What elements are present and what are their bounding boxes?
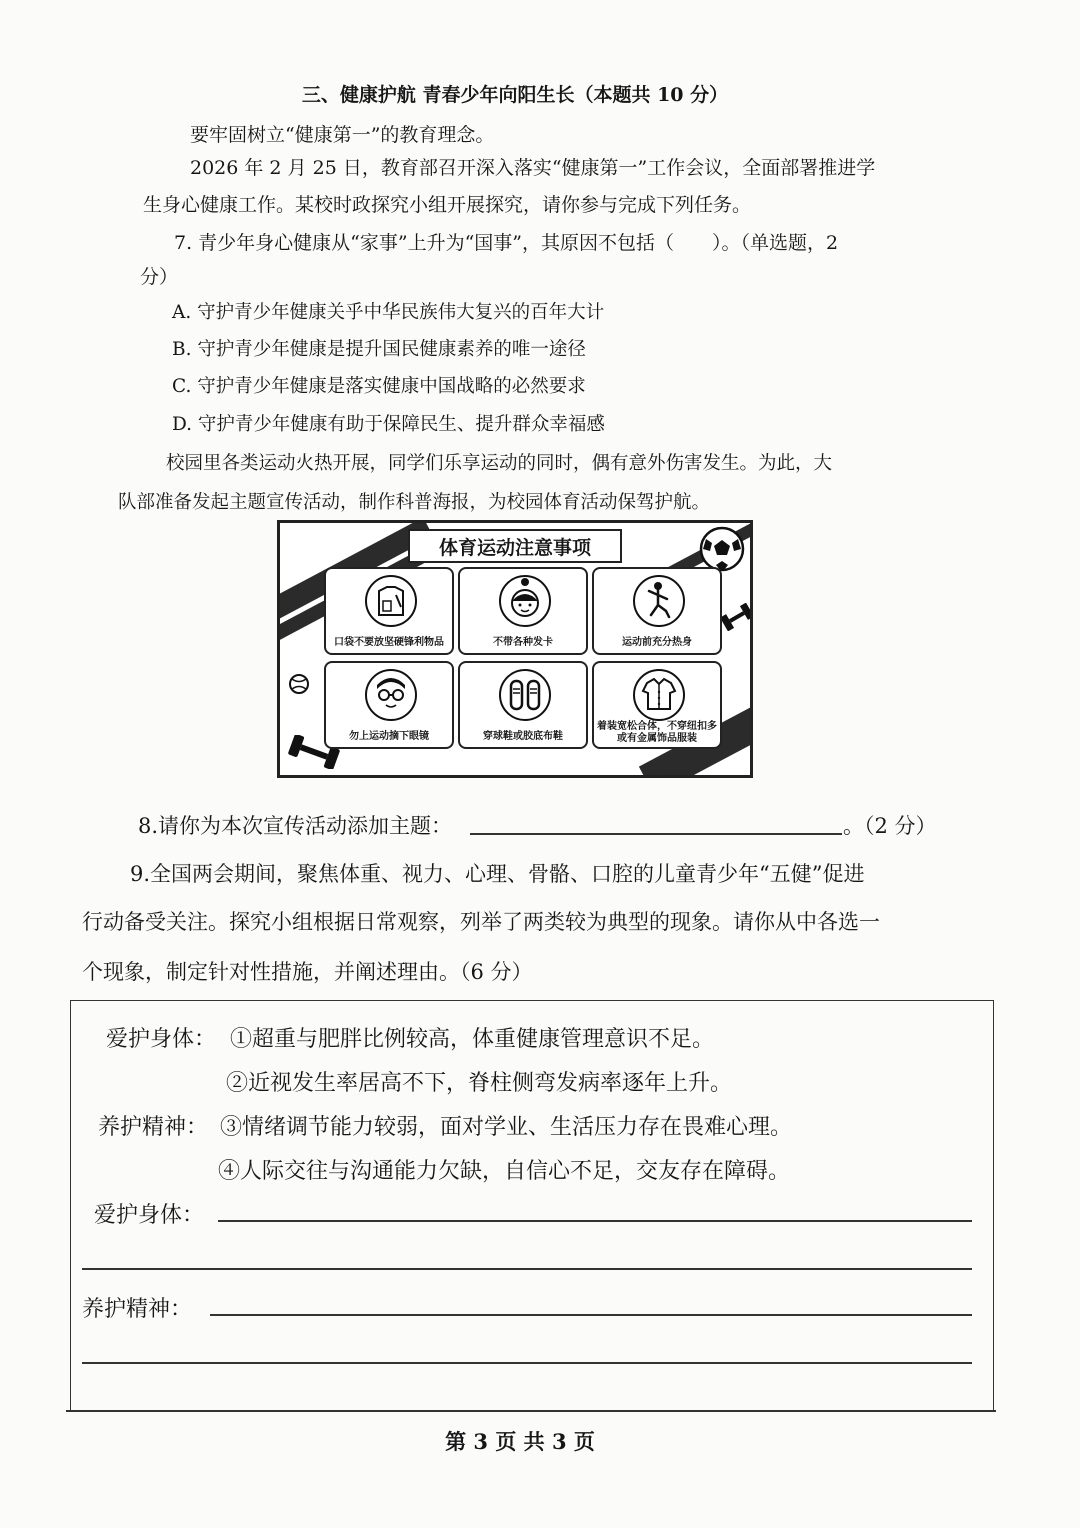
intro-line-1: 要牢固树立“健康第一”的教育理念。 — [190, 124, 495, 146]
q7-option-b: B. 守护青少年健康是提升国民健康素养的唯一途径 — [172, 339, 586, 360]
answer-spirit-label: 养护精神： — [82, 1297, 193, 1322]
safety-poster — [277, 520, 753, 778]
q8-answer-line[interactable] — [470, 833, 842, 835]
answer-body-line-2[interactable] — [82, 1268, 972, 1270]
intro-line-2b: 生身心健康工作。某校时政探究小组开展探究，请你参与完成下列任务。 — [143, 194, 752, 216]
answer-box — [70, 1000, 994, 1412]
q9-line-c: 个现象，制定针对性措施，并阐述理由。（6 分） — [82, 960, 533, 984]
shirt-icon — [631, 667, 687, 723]
poster-card-hairclip — [458, 567, 588, 655]
q7-option-c: C. 守护青少年健康是落实健康中国战略的必然要求 — [172, 376, 586, 397]
page-footer: 第 3 页 共 3 页 — [445, 1429, 595, 1454]
phenomenon-3: ③情绪调节能力较弱，面对学业、生活压力存在畏难心理。 — [220, 1115, 793, 1140]
girl-hairclip-icon — [497, 573, 553, 629]
q8-text: 8.请你为本次宣传活动添加主题： — [138, 814, 453, 838]
q9-line-a: 9.全国两会期间，聚焦体重、视力、心理、骨骼、口腔的儿童青少年“五健”促进 — [130, 862, 865, 886]
poster-card-glasses — [324, 661, 454, 749]
phenomenon-2: ②近视发生率居高不下，脊柱侧弯发病率逐年上升。 — [226, 1071, 733, 1096]
pocket-shirt-icon — [363, 573, 419, 629]
poster-card-pocket — [324, 567, 454, 655]
poster-card-label: 运动前充分热身 — [622, 637, 692, 648]
poster-card-warmup — [592, 567, 722, 655]
phenomenon-1: ①超重与肥胖比例较高，体重健康管理意识不足。 — [230, 1027, 715, 1052]
sneakers-icon — [497, 667, 553, 723]
q7-stem-a: 7. 青少年身心健康从“家事”上升为“国事”，其原因不包括（ ）。（单选题，2 — [174, 232, 839, 254]
poster-card-clothing — [592, 661, 722, 749]
answer-body-label: 爱护身体： — [94, 1203, 205, 1228]
answer-spirit-line-2[interactable] — [82, 1362, 972, 1364]
poster-card-label: 口袋不要放坚硬锋利物品 — [334, 637, 444, 648]
spirit-category-label: 养护精神： — [98, 1115, 209, 1140]
q7-option-a: A. 守护青少年健康关乎中华民族伟大复兴的百年大计 — [172, 302, 605, 323]
poster-card-label: 穿球鞋或胶底布鞋 — [483, 731, 563, 742]
warmup-person-icon — [631, 573, 687, 629]
q9-line-b: 行动备受关注。探究小组根据日常观察，列举了两类较为典型的现象。请你从中各选一 — [82, 910, 880, 934]
glasses-kid-icon — [363, 667, 419, 723]
dumbbell-icon — [720, 603, 753, 631]
poster-card-label: 不带各种发卡 — [493, 637, 553, 648]
body-category-label: 爱护身体： — [106, 1027, 217, 1052]
poster-title: 体育运动注意事项 — [408, 529, 622, 563]
answer-spirit-line-1[interactable] — [210, 1314, 972, 1316]
q7-stem-b: 分） — [140, 266, 179, 288]
soccer-ball-icon — [698, 525, 746, 573]
section-title: 三、健康护航 青春少年向阳生长（本题共 10 分） — [301, 84, 729, 106]
q7-option-d: D. 守护青少年健康有助于保障民生、提升群众幸福感 — [172, 414, 605, 435]
ball-icon — [288, 673, 310, 695]
answer-box-bottom-border — [66, 1410, 996, 1412]
answer-body-line-1[interactable] — [218, 1220, 972, 1222]
intro-line-2a: 2026 年 2 月 25 日，教育部召开深入落实“健康第一”工作会议，全面部署推进学 — [190, 157, 876, 179]
q8-score: 。（2 分） — [843, 814, 937, 838]
campus-line-a: 校园里各类运动火热开展，同学们乐享运动的同时，偶有意外伤害发生。为此，大 — [166, 453, 833, 474]
campus-line-b: 队部准备发起主题宣传活动，制作科普海报，为校园体育活动保驾护航。 — [118, 492, 711, 513]
poster-card-label: 着装宽松合体，不穿纽扣多或有金属饰品服装 — [597, 721, 717, 744]
poster-card-label: 勿上运动摘下眼镜 — [349, 731, 429, 742]
poster-card-shoes — [458, 661, 588, 749]
phenomenon-4: ④人际交往与沟通能力欠缺，自信心不足，交友存在障碍。 — [218, 1159, 791, 1184]
